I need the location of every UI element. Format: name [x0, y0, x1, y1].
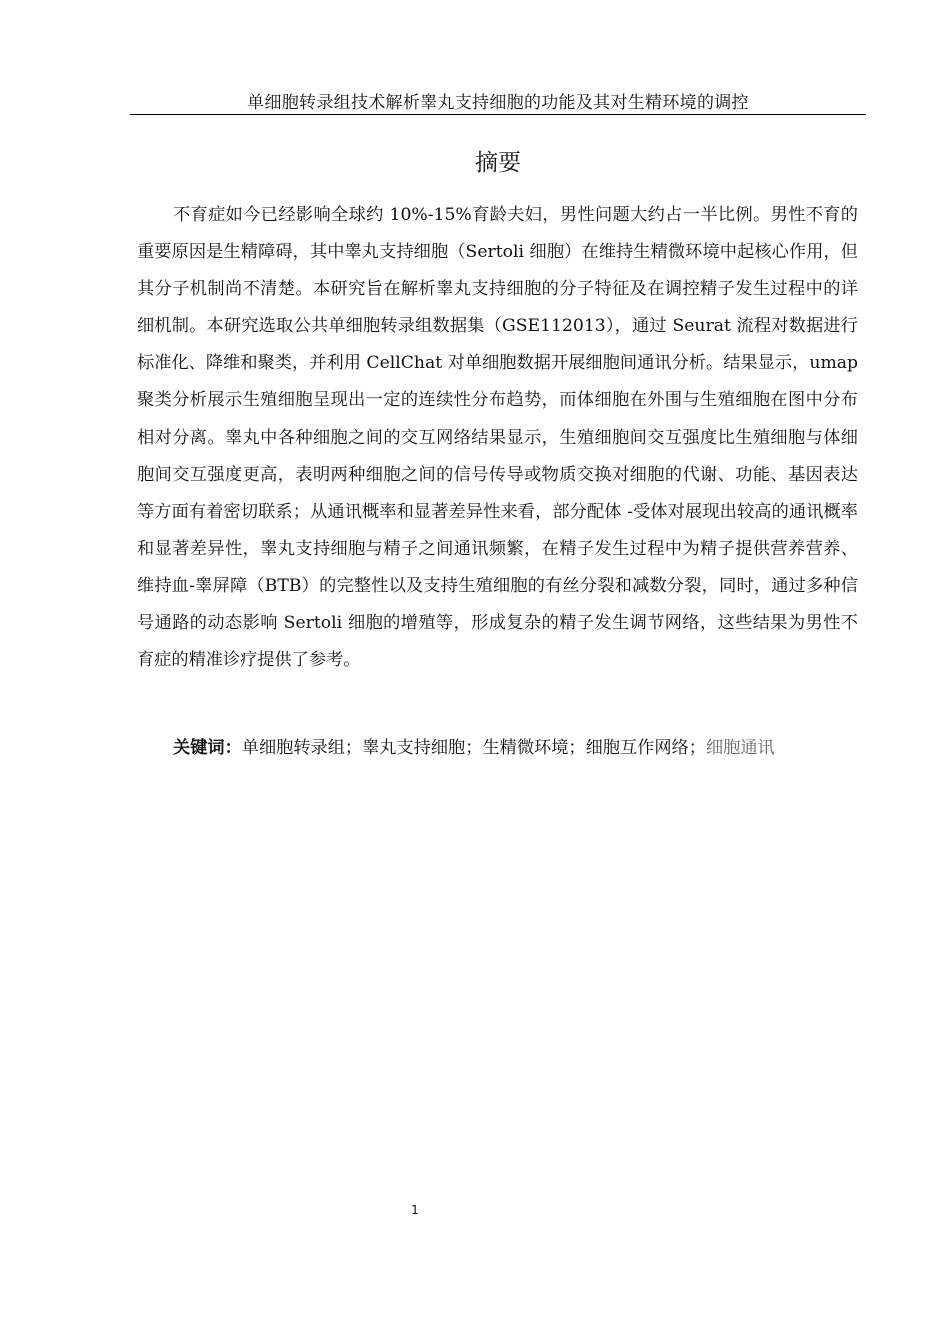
keyword-item: 睾丸支持细胞	[362, 738, 466, 758]
keyword-item: 生精微环境	[482, 738, 569, 758]
running-header: 单细胞转录组技术解析睾丸支持细胞的功能及其对生精环境的调控	[247, 93, 749, 113]
header-rule	[130, 114, 866, 115]
keyword-item: 单细胞转录组	[241, 738, 345, 758]
keyword-separator: ；	[688, 738, 706, 758]
keyword-item: 细胞互作网络	[585, 738, 689, 758]
page-number: 1	[411, 1203, 419, 1217]
keyword-separator: ；	[465, 738, 483, 758]
keywords-label: 关键词：	[173, 738, 242, 758]
abstract-title: 摘要	[475, 150, 521, 176]
keyword-separator: ；	[568, 738, 586, 758]
keyword-item: 细胞通讯	[705, 738, 775, 758]
abstract-paragraph: 不育症如今已经影响全球约 10%-15%育龄夫妇，男性问题大约占一半比例。男性不育的重要原因是生精障碍，其中睾丸支持细胞（Sertoli 细胞）在维持生精微环境中起核心作用，但其分子机制尚不清楚。本研究旨在解析睾丸支持细胞的分子特征及在调控精子发生过程中的详细机制。本研究选取公共单细胞转录组数据集（GSE112013），通过 Seurat 流程对数据进行标准化、降维和聚类，并利用 CellChat 对单细胞数据开展细胞间通讯分析。结果显示，umap 聚类分析展示生殖细胞呈现出一定的连续性分布趋势，而体细胞在外围与生殖细胞在图中分布相对分离。睾丸中各种细胞之间的交互网络结果显示，生殖细胞间交互强度比生殖细胞与体细胞间交互强度更高，表明两种细胞之间的信号传导或物质交换对细胞的代谢、功能、基因表达等方面有着密切联系；从通讯概率和显著差异性来看，部分配体 -受体对展现出较高的通讯概率和显著差异性，睾丸支持细胞与精子之间通讯频繁，在精子发生过程中为精子提供营养营养、维持血-睾屏障（BTB）的完整性以及支持生殖细胞的有丝分裂和减数分裂，同时，通过多种信号通路的动态影响 Sertoli 细胞的增殖等，形成复杂的精子发生调节网络，这些结果为男性不育症的精准诊疗提供了参考。	[137, 205, 858, 671]
keyword-separator: ；	[344, 738, 363, 758]
keywords-line	[173, 732, 863, 764]
